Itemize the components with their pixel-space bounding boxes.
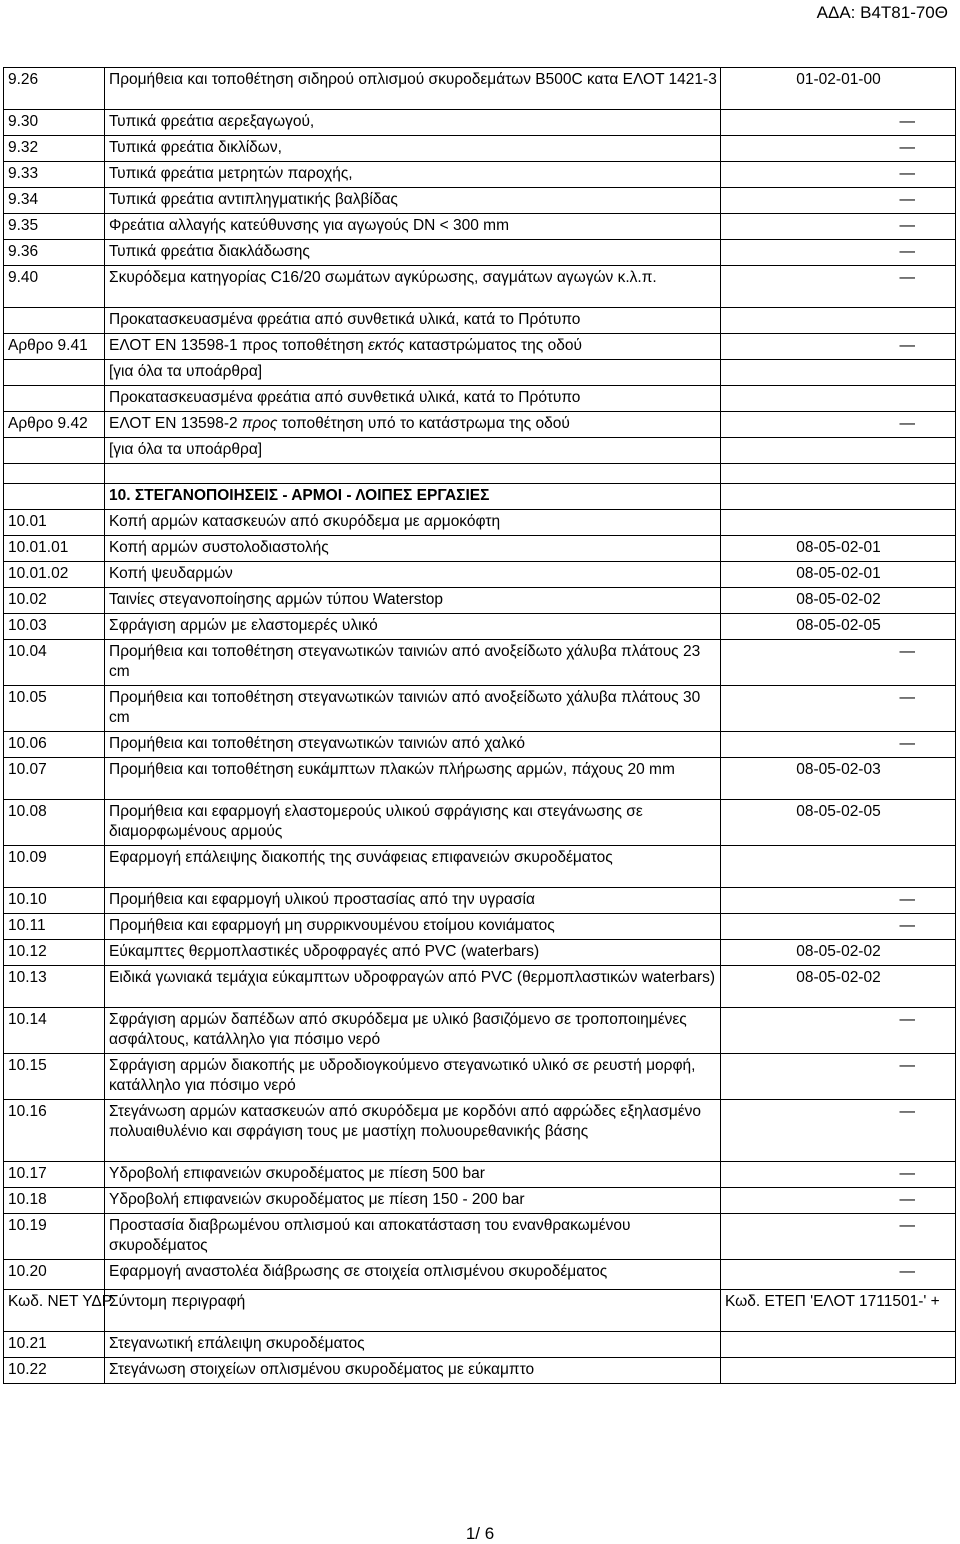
etep-reference: —	[721, 136, 956, 162]
table-row	[4, 1214, 956, 1260]
etep-reference: 08-05-02-01	[721, 562, 956, 588]
table-row	[4, 562, 956, 588]
page-number: 1/ 6	[465, 1524, 495, 1543]
table-row	[4, 966, 956, 1008]
etep-reference	[721, 308, 956, 334]
article-code: 10.22	[4, 1358, 105, 1384]
table-row	[4, 162, 956, 188]
article-description: Προμήθεια και εφαρμογή μη συρρικνουμένου ετοίμου κονιάματος	[105, 914, 721, 940]
table-row	[4, 686, 956, 732]
etep-reference	[721, 510, 956, 536]
table-row	[4, 732, 956, 758]
table-row	[4, 846, 956, 888]
table-row	[4, 240, 956, 266]
article-description: Προμήθεια και εφαρμογή υλικού προστασίας από την υγρασία	[105, 888, 721, 914]
article-code	[4, 464, 105, 484]
article-description: 10. ΣΤΕΓΑΝΟΠΟΙΗΣΕΙΣ - ΑΡΜΟΙ - ΛΟΙΠΕΣ ΕΡΓΑΣΙΕΣ	[105, 484, 721, 510]
article-description: Εφαρμογή επάλειψης διακοπής της συνάφειας επιφανειών σκυροδέματος	[105, 846, 721, 888]
article-code: 10.13	[4, 966, 105, 1008]
article-description: Κοπή αρμών συστολοδιαστολής	[105, 536, 721, 562]
article-description: Υδροβολή επιφανειών σκυροδέματος με πίεση 500 bar	[105, 1162, 721, 1188]
article-description: Προμήθεια και εφαρμογή ελαστομερούς υλικού σφράγισης και στεγάνωσης σε διαμορφωμένους αρμούς	[105, 800, 721, 846]
article-description: Σφράγιση αρμών διακοπής με υδροδιογκούμενο στεγανωτικό υλικό σε ρευστή μορφή, κατάλληλο για πόσιμο νερό	[105, 1054, 721, 1100]
article-description: [για όλα τα υποάρθρα]	[105, 438, 721, 464]
etep-reference: 08-05-02-02	[721, 966, 956, 1008]
article-code	[4, 438, 105, 464]
table-row	[4, 1188, 956, 1214]
table-row	[4, 266, 956, 308]
table-row	[4, 188, 956, 214]
table-row	[4, 464, 956, 484]
article-description: Σφράγιση αρμών δαπέδων από σκυρόδεμα με υλικό βασιζόμενο σε τροποποιημένες ασφάλτους, κατάλληλο για πόσιμο νερό	[105, 1008, 721, 1054]
table-row	[4, 484, 956, 510]
table-row	[4, 412, 956, 438]
article-code: 10.20	[4, 1260, 105, 1290]
article-description: Σύντομη περιγραφή	[105, 1290, 721, 1332]
table-row	[4, 110, 956, 136]
etep-reference: 08-05-02-01	[721, 536, 956, 562]
etep-reference: —	[721, 888, 956, 914]
etep-reference: 08-05-02-05	[721, 800, 956, 846]
table-row	[4, 888, 956, 914]
etep-reference	[721, 360, 956, 386]
table-row	[4, 438, 956, 464]
etep-reference	[721, 464, 956, 484]
table-row	[4, 536, 956, 562]
article-code: 10.07	[4, 758, 105, 800]
etep-reference: —	[721, 334, 956, 360]
table-row	[4, 510, 956, 536]
table-row	[4, 360, 956, 386]
etep-reference	[721, 846, 956, 888]
article-code: 9.30	[4, 110, 105, 136]
article-code: 9.26	[4, 68, 105, 110]
article-description: Τυπικά φρεάτια διακλάδωσης	[105, 240, 721, 266]
etep-reference: 08-05-02-02	[721, 940, 956, 966]
etep-reference: 08-05-02-03	[721, 758, 956, 800]
article-description: Προμήθεια και τοποθέτηση ευκάμπτων πλακών πλήρωσης αρμών, πάχους 20 mm	[105, 758, 721, 800]
article-code	[4, 484, 105, 510]
table-row	[4, 1332, 956, 1358]
etep-reference: —	[721, 640, 956, 686]
article-code	[4, 308, 105, 334]
etep-reference: —	[721, 1260, 956, 1290]
table-row	[4, 1100, 956, 1162]
article-description: Προμήθεια και τοποθέτηση σιδηρού οπλισμού σκυροδεμάτων Β500C κατα ΕΛΟΤ 1421-3	[105, 68, 721, 110]
article-code: 10.10	[4, 888, 105, 914]
article-description: Τυπικά φρεάτια αερεξαγωγού,	[105, 110, 721, 136]
table-row	[4, 640, 956, 686]
article-description: Σκυρόδεμα κατηγορίας C16/20 σωμάτων αγκύρωσης, σαγμάτων αγωγών κ.λ.π.	[105, 266, 721, 308]
description-part: εκτός	[368, 337, 405, 354]
etep-reference: —	[721, 1214, 956, 1260]
table-row	[4, 914, 956, 940]
etep-reference: —	[721, 266, 956, 308]
etep-reference: —	[721, 1188, 956, 1214]
article-code	[4, 360, 105, 386]
etep-reference: 01-02-01-00	[721, 68, 956, 110]
etep-reference: Κωδ. ΕΤΕΠ 'ΕΛΟΤ 1711501-' +	[721, 1290, 956, 1332]
etep-reference	[721, 1358, 956, 1384]
article-code: 10.01.02	[4, 562, 105, 588]
article-description: Υδροβολή επιφανειών σκυροδέματος με πίεση 150 - 200 bar	[105, 1188, 721, 1214]
article-description	[105, 334, 721, 360]
article-code: 9.36	[4, 240, 105, 266]
article-code: 9.35	[4, 214, 105, 240]
article-description: Προμήθεια και τοποθέτηση στεγανωτικών ταινιών από ανοξείδωτο χάλυβα πλάτους 23 cm	[105, 640, 721, 686]
etep-reference	[721, 1332, 956, 1358]
table-row	[4, 940, 956, 966]
article-code: 10.06	[4, 732, 105, 758]
table-row	[4, 614, 956, 640]
article-code: 10.05	[4, 686, 105, 732]
article-code: 9.34	[4, 188, 105, 214]
article-description: [για όλα τα υποάρθρα]	[105, 360, 721, 386]
article-description: Ειδικά γωνιακά τεμάχια εύκαμπτων υδροφραγών από PVC (θερμοπλαστικών waterbars)	[105, 966, 721, 1008]
ada-code: ΑΔΑ: Β4Τ81-70Θ	[816, 3, 948, 22]
article-description: Κοπή αρμών κατασκευών από σκυρόδεμα με αρμοκόφτη	[105, 510, 721, 536]
article-code: 9.32	[4, 136, 105, 162]
etep-reference	[721, 438, 956, 464]
article-description: Τυπικά φρεάτια δικλίδων,	[105, 136, 721, 162]
article-code: 10.19	[4, 1214, 105, 1260]
article-description: Κοπή ψευδαρμών	[105, 562, 721, 588]
etep-reference: —	[721, 1162, 956, 1188]
table-row	[4, 214, 956, 240]
etep-reference	[721, 484, 956, 510]
article-code: 10.17	[4, 1162, 105, 1188]
article-code: 10.16	[4, 1100, 105, 1162]
etep-reference: —	[721, 914, 956, 940]
etep-reference: —	[721, 162, 956, 188]
table-row	[4, 334, 956, 360]
table-row	[4, 1008, 956, 1054]
etep-reference: —	[721, 188, 956, 214]
table-row	[4, 1358, 956, 1384]
article-code: 10.12	[4, 940, 105, 966]
article-description: Τυπικά φρεάτια μετρητών παροχής,	[105, 162, 721, 188]
article-code: 10.21	[4, 1332, 105, 1358]
article-description	[105, 464, 721, 484]
article-code: 10.15	[4, 1054, 105, 1100]
article-code: 10.01	[4, 510, 105, 536]
article-description: Προστασία διαβρωμένου οπλισμού και αποκατάσταση του ενανθρακωμένου σκυροδέματος	[105, 1214, 721, 1260]
article-description: Προκατασκευασμένα φρεάτια από συνθετικά υλικά, κατά το Πρότυπο	[105, 308, 721, 334]
etep-reference: —	[721, 1054, 956, 1100]
article-code: 10.02	[4, 588, 105, 614]
article-code: 10.11	[4, 914, 105, 940]
article-description: Στεγανωτική επάλειψη σκυροδέματος	[105, 1332, 721, 1358]
article-description: Προμήθεια και τοποθέτηση στεγανωτικών ταινιών από ανοξείδωτο χάλυβα πλάτους 30 cm	[105, 686, 721, 732]
articles-table	[3, 67, 956, 1384]
article-description	[105, 412, 721, 438]
description-part: τοποθέτηση υπό το κατάστρωμα της οδού	[277, 415, 570, 432]
table-row	[4, 758, 956, 800]
article-description: Προκατασκευασμένα φρεάτια από συνθετικά υλικά, κατά το Πρότυπο	[105, 386, 721, 412]
article-description: Εύκαμπτες θερμοπλαστικές υδροφραγές από PVC (waterbars)	[105, 940, 721, 966]
etep-reference: —	[721, 1100, 956, 1162]
table-row	[4, 68, 956, 110]
etep-reference: 08-05-02-05	[721, 614, 956, 640]
description-part: προς	[241, 415, 278, 432]
article-code: 10.01.01	[4, 536, 105, 562]
article-code: 10.18	[4, 1188, 105, 1214]
description-part: καταστρώματος της οδού	[404, 337, 582, 354]
article-code: 10.04	[4, 640, 105, 686]
table-row	[4, 308, 956, 334]
article-description: Ταινίες στεγανοποίησης αρμών τύπου Waterstop	[105, 588, 721, 614]
table-row	[4, 386, 956, 412]
article-description: Εφαρμογή αναστολέα διάβρωσης σε στοιχεία οπλισμένου σκυροδέματος	[105, 1260, 721, 1290]
etep-reference: —	[721, 1008, 956, 1054]
table-row	[4, 588, 956, 614]
table-row	[4, 800, 956, 846]
article-code: 10.09	[4, 846, 105, 888]
article-description: Στεγάνωση αρμών κατασκευών από σκυρόδεμα με κορδόνι από αφρώδες εξηλασμένο πολυαιθυλένιο και σφράγιση τους με μαστίχη πολυουρεθανικής βάσης	[105, 1100, 721, 1162]
etep-reference: —	[721, 110, 956, 136]
etep-reference: —	[721, 686, 956, 732]
article-code: Αρθρο 9.42	[4, 412, 105, 438]
table-row	[4, 1260, 956, 1290]
etep-reference: —	[721, 412, 956, 438]
article-description: Τυπικά φρεάτια αντιπληγματικής βαλβίδας	[105, 188, 721, 214]
article-code	[4, 386, 105, 412]
article-description: Προμήθεια και τοποθέτηση στεγανωτικών ταινιών από χαλκό	[105, 732, 721, 758]
article-code: 10.08	[4, 800, 105, 846]
article-description: Φρεάτια αλλαγής κατεύθυνσης για αγωγούς DN < 300 mm	[105, 214, 721, 240]
description-part: ΕΛΟΤ ΕΝ 13598-1 προς τοποθέτηση	[109, 337, 369, 354]
article-code: 10.14	[4, 1008, 105, 1054]
article-description: Σφράγιση αρμών με ελαστομερές υλικό	[105, 614, 721, 640]
article-code: Κωδ. ΝΕΤ ΥΔΡ	[4, 1290, 105, 1332]
table-row	[4, 136, 956, 162]
etep-reference: —	[721, 214, 956, 240]
article-code: 10.03	[4, 614, 105, 640]
table-row	[4, 1054, 956, 1100]
etep-reference: 08-05-02-02	[721, 588, 956, 614]
table-row	[4, 1290, 956, 1332]
article-code: 9.40	[4, 266, 105, 308]
table-row	[4, 1162, 956, 1188]
description-part: ΕΛΟΤ ΕΝ 13598-2	[109, 415, 242, 432]
article-code: Αρθρο 9.41	[4, 334, 105, 360]
etep-reference: —	[721, 240, 956, 266]
article-code: 9.33	[4, 162, 105, 188]
etep-reference: —	[721, 732, 956, 758]
etep-reference	[721, 386, 956, 412]
article-description: Στεγάνωση στοιχείων οπλισμένου σκυροδέματος με εύκαμπτο	[105, 1358, 721, 1384]
